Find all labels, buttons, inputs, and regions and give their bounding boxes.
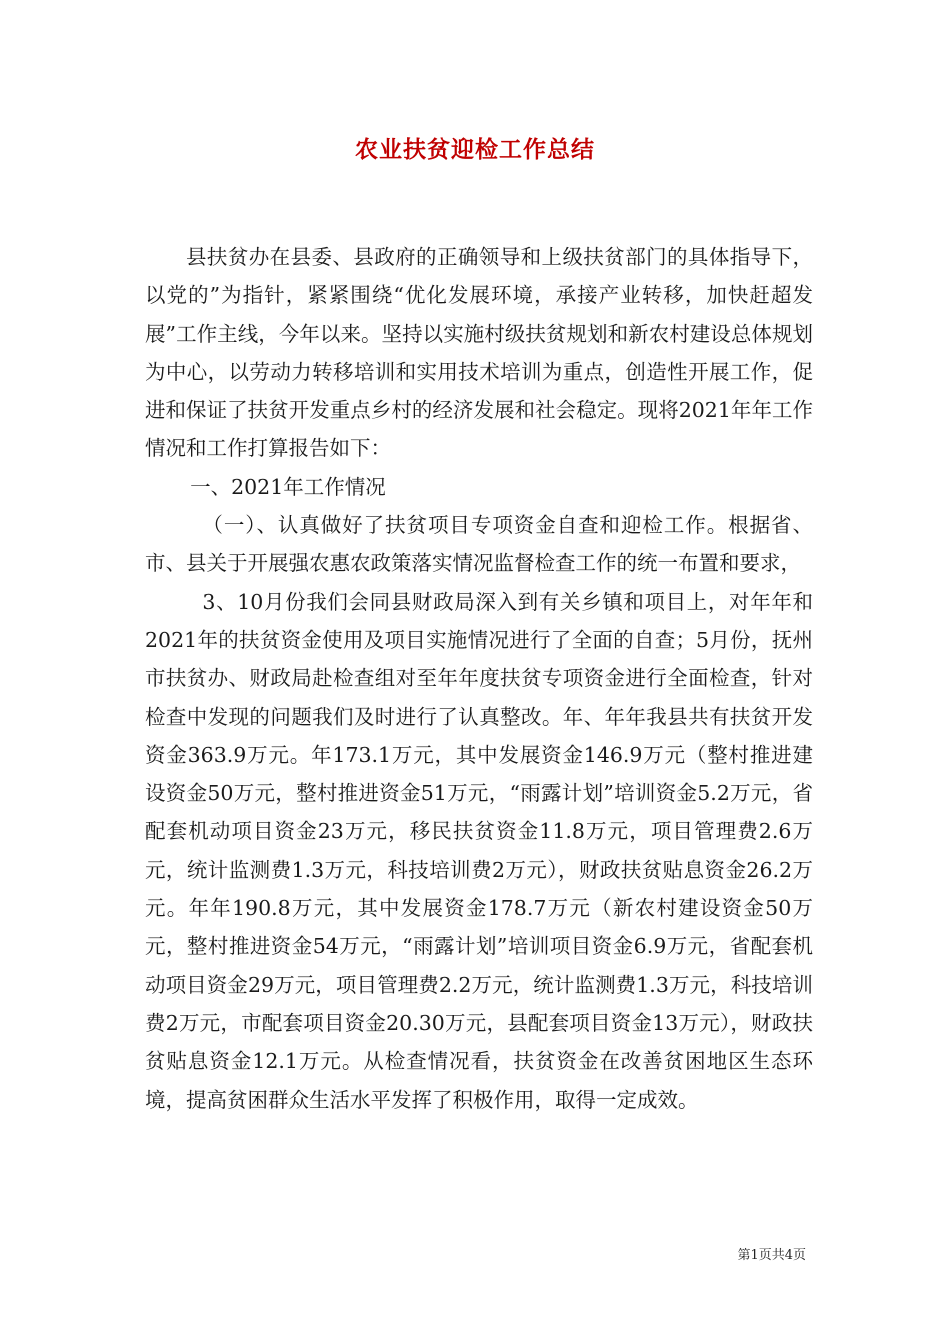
page-number-footer: 第1页共4页	[737, 1248, 806, 1263]
document-body	[145, 238, 813, 1119]
section-heading: 一、2021年工作情况	[190, 474, 386, 499]
document-title: 农业扶贫迎检工作总结	[355, 136, 595, 163]
intro-paragraph: 县扶贫办在县委、县政府的正确领导和上级扶贫部门的具体指导下，以党的”为指针，紧紧围绕“优化发展环境，承接产业转移，加快赶超发展”工作主线，今年以来。坚持以实施村级扶贫规划和新农村建设总体规划为中心，以劳动力转移培训和实用技术培训为重点，创造性开展工作，促进和保证了扶贫开发重点乡村的经济发展和社会稳定。现将2021年年工作情况和工作打算报告如下：	[145, 245, 813, 461]
funds-paragraph: 3、10月份我们会同县财政局深入到有关乡镇和项目上，对年年和2021年的扶贫资金使用及项目实施情况进行了全面的自查；5月份，抚州市扶贫办、财政局赴检查组对至年年度扶贫专项资金进行全面检查，针对检查中发现的问题我们及时进行了认真整改。年、年年我县共有扶贫开发资金363.9万元。年173.1万元，其中发展资金146.9万元（整村推进建设资金50万元，整村推进资金51万元，“雨露计划”培训资金5.2万元，省配套机动项目资金23万元，移民扶贫资金11.8万元，项目管理费2.6万元，统计监测费1.3万元，科技培训费2万元），财政扶贫贴息资金26.2万元。年年190.8万元，其中发展资金178.7万元（新农村建设资金50万元，整村推进资金54万元，“雨露计划”培训项目资金6.9万元，省配套机动项目资金29万元，项目管理费2.2万元，统计监测费1.3万元，科技培训费2万元，市配套项目资金20.30万元，县配套项目资金13万元），财政扶贫贴息资金12.1万元。从检查情况看，扶贫资金在改善贫困地区生态环境，提高贫困群众生活水平发挥了积极作用，取得一定成效。	[145, 589, 813, 1112]
subsection-paragraph: （一）、认真做好了扶贫项目专项资金自查和迎检工作。根据省、市、县关于开展强农惠农政策落实情况监督检查工作的统一布置和要求，	[145, 513, 813, 576]
